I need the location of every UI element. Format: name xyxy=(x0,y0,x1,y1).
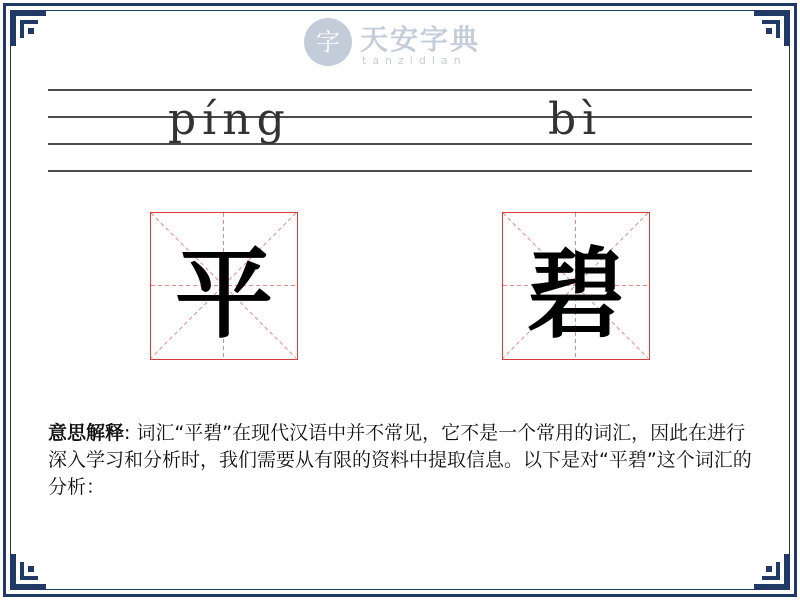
pinyin-ping: píng xyxy=(168,94,291,145)
explanation-text: : 词汇“平碧”在现代汉语中并不常见，它不是一个常用的词汇，因此在进行深入学习和分析时，我们需要从有限的资料中提取信息。以下是对“平碧”这个词汇的分析： xyxy=(48,422,752,498)
corner-ornament-icon xyxy=(752,552,792,592)
pinyin-line xyxy=(48,89,752,91)
inner-frame xyxy=(10,10,790,590)
character-ping: 平 xyxy=(174,236,273,352)
logo-icon xyxy=(302,16,354,68)
pinyin-line xyxy=(48,170,752,172)
explanation-label: 意思解释 xyxy=(48,422,125,444)
watermark xyxy=(302,16,502,72)
watermark-subtitle: tanzidian xyxy=(362,54,467,67)
character-bi: 碧 xyxy=(526,236,625,352)
pinyin-bi: bì xyxy=(548,94,603,145)
pinyin-line xyxy=(48,116,752,118)
corner-ornament-icon xyxy=(8,8,48,48)
corner-ornament-icon xyxy=(752,8,792,48)
explanation-paragraph xyxy=(48,420,758,501)
corner-ornament-icon xyxy=(8,552,48,592)
character-grid xyxy=(150,212,298,360)
logo-text: 字 xyxy=(316,28,340,56)
character-grid xyxy=(502,212,650,360)
watermark-title: 天安字典 xyxy=(360,23,481,56)
pinyin-line xyxy=(48,143,752,145)
